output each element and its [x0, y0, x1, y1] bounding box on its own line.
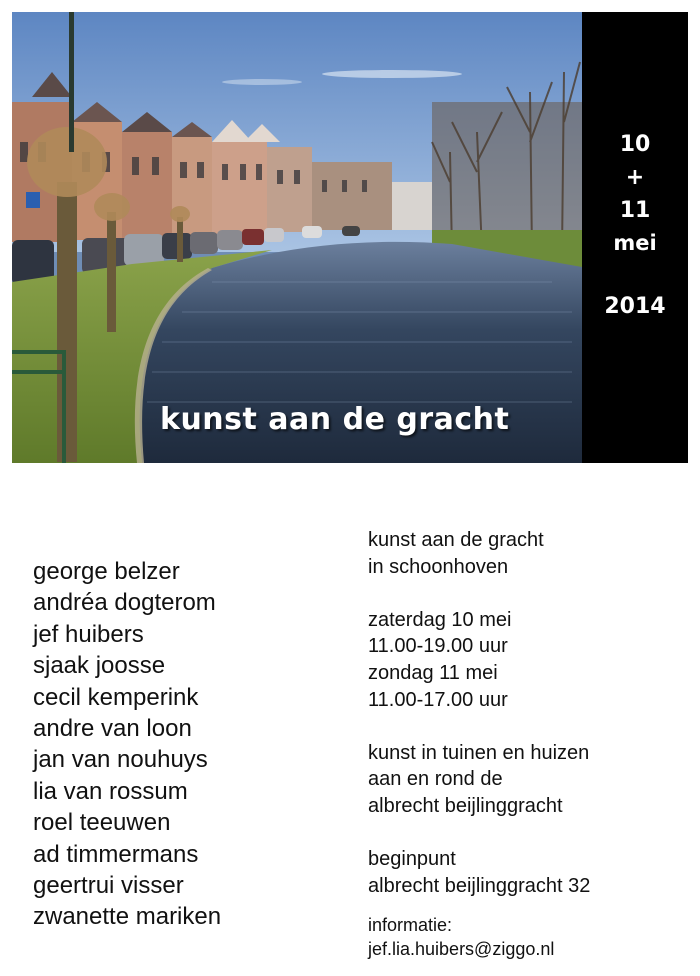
artist-name: zwanette mariken	[33, 903, 222, 931]
contact-label: informatie:	[368, 915, 453, 936]
info-description: kunst in tuinen en huizen	[368, 741, 590, 764]
info-day-1: zaterdag 10 mei	[368, 608, 512, 631]
artist-name: lia van rossum	[33, 777, 188, 805]
artist-list	[33, 556, 353, 933]
info-description: aan en rond de	[368, 768, 503, 791]
date-day-2: 11	[619, 198, 651, 223]
event-info	[368, 527, 688, 961]
artist-name: sjaak joosse	[33, 652, 166, 680]
artist-name: andréa dogterom	[33, 589, 216, 617]
artist-name: cecil kemperink	[33, 683, 199, 711]
contact-email[interactable]: jef.lia.huibers@ziggo.nl	[368, 939, 555, 960]
poster-title: kunst aan de gracht	[160, 402, 510, 437]
start-label: beginpunt	[368, 848, 456, 871]
info-heading: kunst aan de gracht	[368, 529, 544, 551]
info-time-2: 11.00-17.00 uur	[368, 688, 508, 711]
info-day-2: zondag 11 mei	[368, 661, 498, 684]
artist-name: george belzer	[33, 558, 180, 585]
artist-name: geertrui visser	[33, 872, 184, 900]
artist-name: andre van loon	[33, 715, 192, 743]
date-year: 2014	[604, 294, 666, 319]
artist-name: jan van nouhuys	[33, 746, 208, 774]
info-location: in schoonhoven	[368, 555, 509, 578]
artist-name: ad timmermans	[33, 840, 199, 868]
start-address: albrecht beijlinggracht 32	[368, 874, 591, 897]
date-panel	[582, 12, 688, 463]
date-month: mei	[613, 231, 657, 255]
date-plus: +	[625, 165, 645, 190]
artist-name: jef huibers	[33, 620, 144, 648]
date-day-1: 10	[619, 132, 651, 157]
info-description: albrecht beijlinggracht	[368, 794, 563, 817]
info-time-1: 11.00-19.00 uur	[368, 635, 508, 658]
artist-name: roel teeuwen	[33, 809, 171, 837]
canal-photo	[12, 12, 582, 463]
